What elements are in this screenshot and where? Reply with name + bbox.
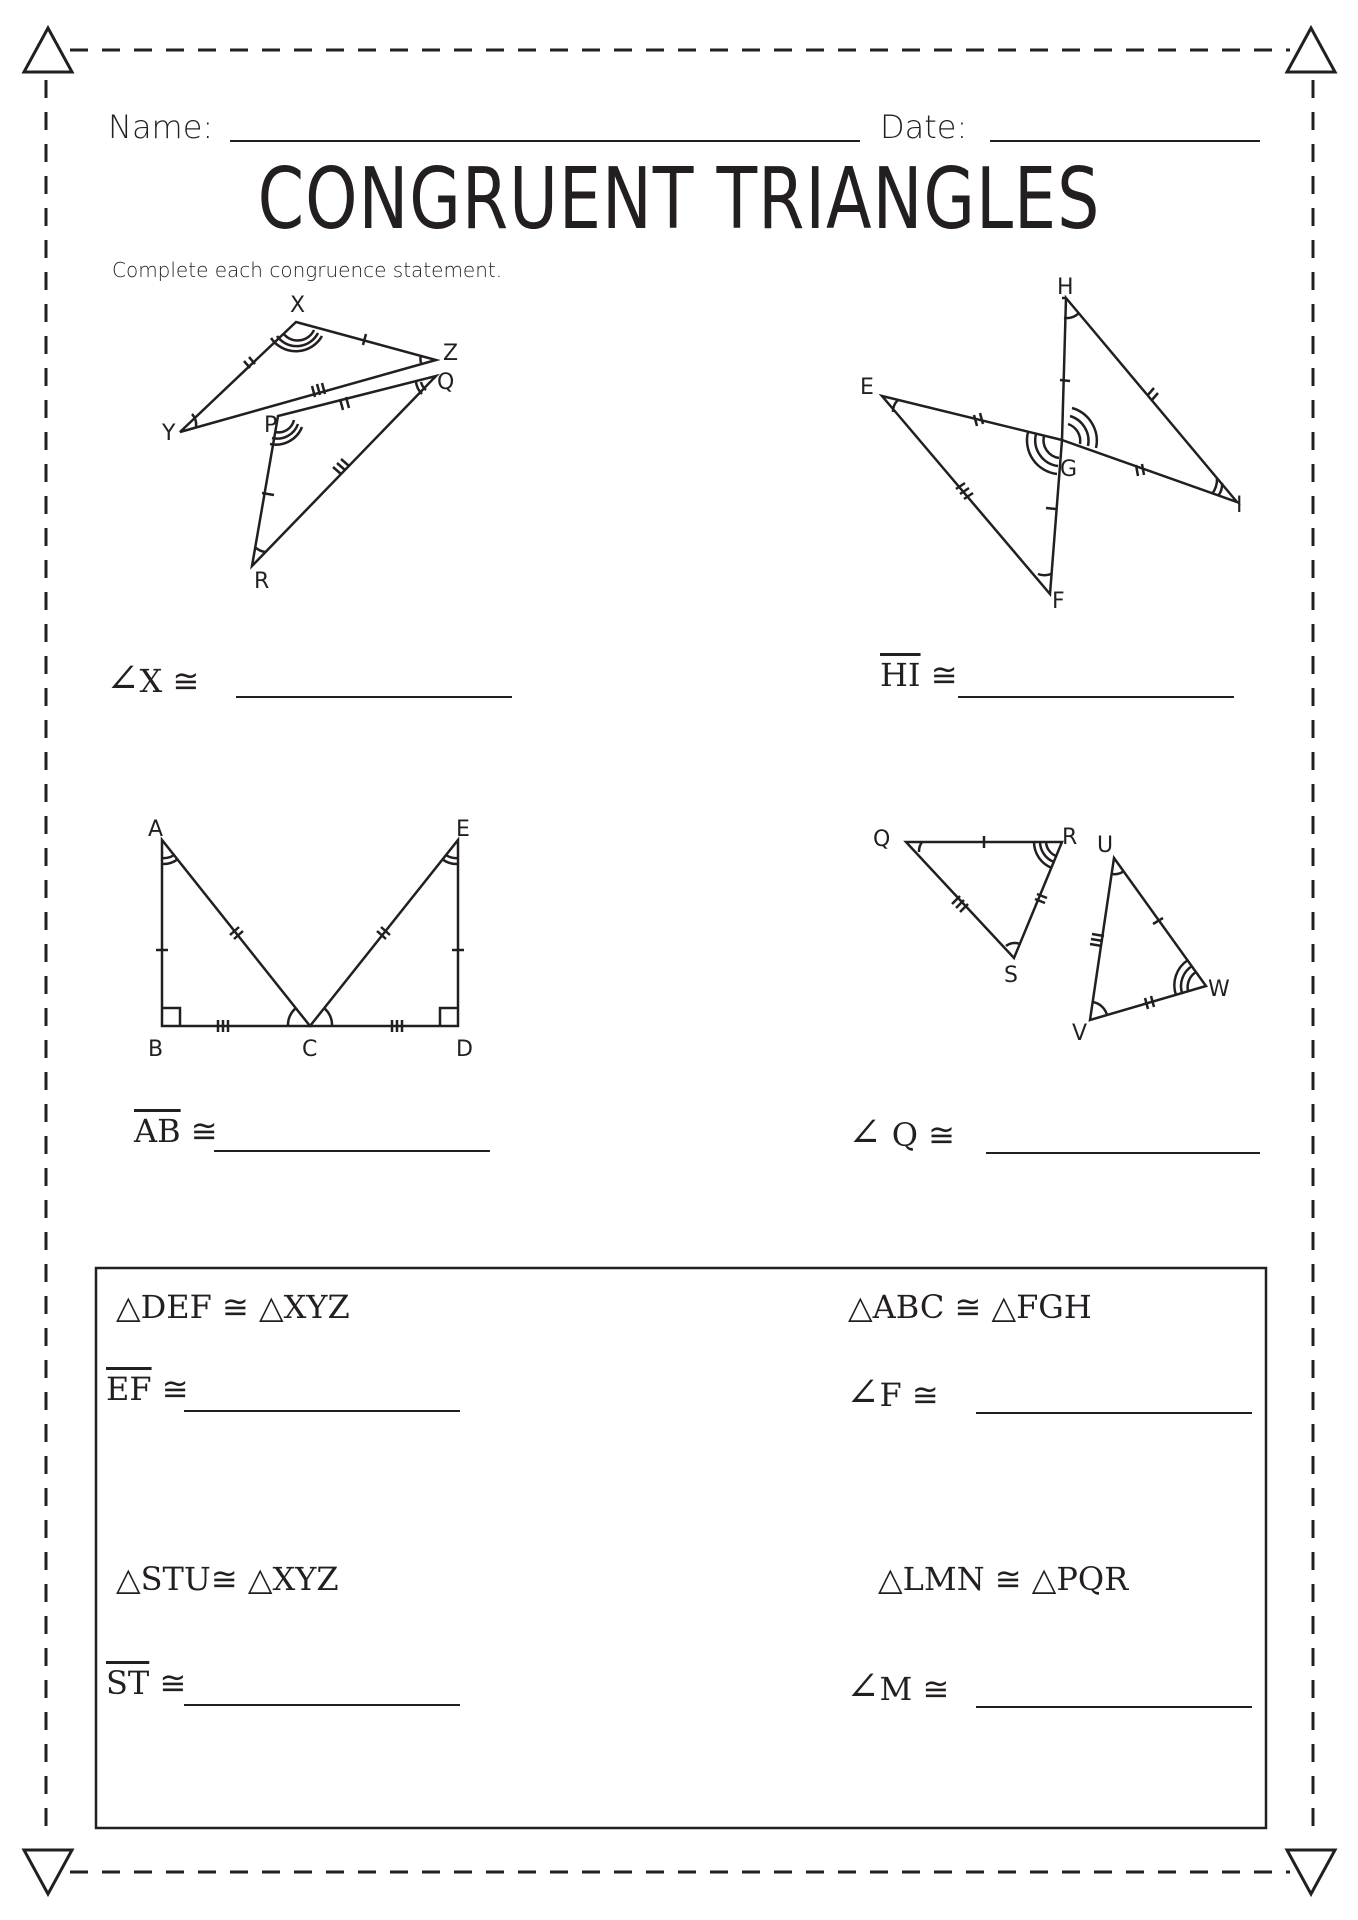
angle-icon: ∠ <box>106 656 140 702</box>
vertex-q: Q <box>873 827 891 852</box>
vertex-d: D <box>456 1037 473 1062</box>
answer-segment-ab[interactable] <box>214 1150 490 1152</box>
vertex-r: R <box>1062 825 1078 850</box>
prompt-segment-ab: $\overline{AB}$ ≅ <box>134 1112 218 1150</box>
vertex-c: C <box>302 1037 318 1062</box>
angle-icon: ∠ <box>846 1664 880 1710</box>
figure-triangles-xyz-pqr <box>180 322 436 566</box>
figure-triangles-efg-hgi <box>882 298 1237 594</box>
page-title: CONGRUENT TRIANGLES <box>257 150 1101 249</box>
answer-segment-hi[interactable] <box>958 696 1234 698</box>
vertex-z: Z <box>443 341 459 366</box>
name-label: Name: <box>108 108 214 146</box>
vertex-s: S <box>1004 963 1018 988</box>
vertex-p: P <box>264 413 278 438</box>
prompt-angle-x: ∠X ≅ <box>106 656 200 702</box>
prompt-segment-ef: $\overline{EF}$ ≅ <box>106 1370 189 1408</box>
statement-def-xyz: △DEF ≅ △XYZ <box>116 1288 350 1326</box>
vertex-r: R <box>254 569 270 594</box>
statement-stu-xyz: △STU≅ △XYZ <box>116 1560 339 1598</box>
vertex-q: Q <box>437 370 455 395</box>
vertex-y: Y <box>162 421 176 446</box>
prompt-angle-f: ∠F ≅ <box>846 1370 939 1416</box>
figure-triangles-qrs-uwv <box>906 836 1206 1020</box>
answer-segment-st[interactable] <box>184 1704 460 1706</box>
figure-4-labels <box>873 825 1230 1046</box>
date-label: Date: <box>880 108 968 146</box>
answer-angle-q[interactable] <box>986 1152 1260 1154</box>
figure-1-labels <box>161 293 458 594</box>
angle-icon: ∠ <box>848 1110 882 1156</box>
vertex-w: W <box>1208 977 1230 1002</box>
figure-triangles-abc-edc <box>156 840 464 1032</box>
answer-angle-m[interactable] <box>976 1706 1252 1708</box>
prompt-angle-m: ∠M ≅ <box>846 1664 950 1710</box>
vertex-h: H <box>1057 275 1074 300</box>
angle-icon: ∠ <box>846 1370 880 1416</box>
vertex-e: E <box>456 817 470 842</box>
vertex-f: F <box>1052 589 1065 614</box>
vertex-g: G <box>1060 457 1078 482</box>
answer-angle-x[interactable] <box>236 696 512 698</box>
vertex-i: I <box>1236 493 1243 518</box>
statement-abc-fgh: △ABC ≅ △FGH <box>848 1288 1092 1326</box>
vertex-b: B <box>148 1037 164 1062</box>
answer-segment-ef[interactable] <box>184 1410 460 1412</box>
answer-box <box>96 1268 1266 1828</box>
instructions: Complete each congruence statement. <box>112 258 503 282</box>
vertex-u: U <box>1097 833 1114 858</box>
vertex-a: A <box>148 817 164 842</box>
prompt-segment-st: $\overline{ST}$ ≅ <box>106 1664 187 1702</box>
answer-angle-f[interactable] <box>976 1412 1252 1414</box>
statement-lmn-pqr: △LMN ≅ △PQR <box>878 1560 1129 1598</box>
vertex-e: E <box>860 375 874 400</box>
prompt-angle-q: ∠ Q ≅ <box>848 1110 955 1156</box>
vertex-v: V <box>1072 1021 1088 1046</box>
vertex-x: X <box>290 293 306 318</box>
prompt-segment-hi: $\overline{HI}$ ≅ <box>880 656 958 694</box>
